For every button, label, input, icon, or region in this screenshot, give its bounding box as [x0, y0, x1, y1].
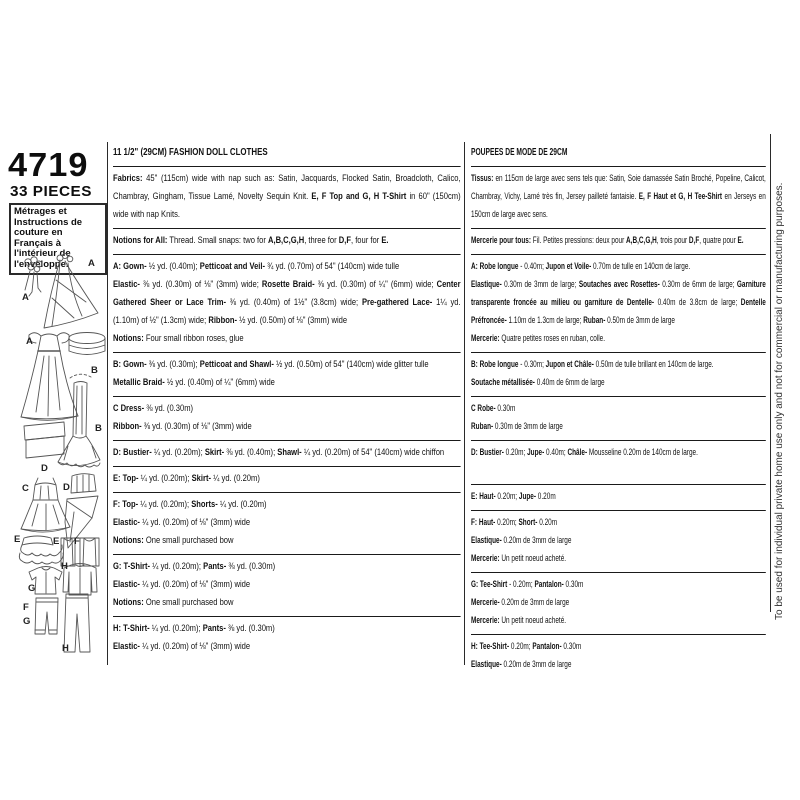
- spec-section: [471, 634, 766, 678]
- spec-line: Notions: Four small ribbon roses, glue: [113, 333, 244, 344]
- spec-line: C Dress- ⅜ yd. (0.30m): [113, 403, 194, 414]
- spec-section: [471, 166, 766, 228]
- spec-line: Mercerie: Un petit noeud acheté.: [471, 615, 567, 626]
- spec-section: [113, 616, 461, 660]
- spec-line: Ribbon- ⅜ yd. (0.30m) of ⅛" (3mm) wide: [113, 421, 252, 432]
- english-column: [113, 142, 461, 660]
- spec-line: Mercerie- 0.20m de 3mm de large: [471, 597, 570, 608]
- spec-line: Mercerie: Quatre petites roses en ruban, colle.: [471, 333, 605, 344]
- cropped-pants-illustration-fg: [35, 598, 58, 634]
- spec-line: C Robe- 0.30m: [471, 403, 516, 414]
- spec-section: [471, 352, 766, 396]
- spec-line: Notions: One small purchased bow: [113, 535, 234, 546]
- spec-line: Tissus: en 115cm de large avec sens tels que: Satin, Soie damassée Satin Broché, Popeline, Calicot, Chambray, Vichy, Lamé très fin, Jersey pailleté fantaisie. E, F Haut et G, H Tee-Shirt en Jerseys en 150cm de large avec sens.: [471, 173, 766, 220]
- illustration-label: F: [74, 536, 80, 547]
- illustration-label: G: [28, 583, 36, 594]
- spec-line: Notions for All: Thread. Small snaps: two for A,B,C,G,H, three for D,F, four for E.: [113, 235, 389, 246]
- illustration-label: A: [26, 336, 33, 347]
- spec-line: B: Gown- ⅜ yd. (0.30m); Petticoat and Shawl- ½ yd. (0.50m) of 54" (140cm) wide glitter tulle: [113, 359, 429, 370]
- spec-section: [471, 572, 766, 634]
- divider-right: [770, 134, 771, 612]
- pattern-number: 4719: [8, 146, 89, 183]
- spec-line: G: Tee-Shirt - 0.20m; Pantalon- 0.30m: [471, 579, 584, 590]
- spec-section: [471, 396, 766, 440]
- petticoat-roll-illustration-b: [69, 333, 105, 355]
- spec-line: E: Haut- 0.20m; Jupe- 0.20m: [471, 491, 556, 502]
- spec-line: Elastique- 0.30m de 3mm de large; Soutaches avec Rosettes- 0.30m de 6mm de large; Garniture transparente froncée au milieu ou garniture de Dentelle- 0.40m de 3.8cm de large; Dentelle Préfroncée- 1.10m de 1.3cm de large; Ruban- 0.50m de 3mm de large: [471, 279, 766, 326]
- spec-section: [471, 440, 766, 484]
- illustration-label: F: [23, 602, 29, 613]
- spec-line: Ruban- 0.30m de 3mm de large: [471, 421, 563, 432]
- spec-line: Elastic- ¼ yd. (0.20m) of ⅛" (3mm) wide: [113, 579, 251, 590]
- garment-illustrations: [8, 250, 108, 662]
- pieces-count: 33 PIECES: [10, 183, 92, 200]
- illustration-label: E: [14, 534, 21, 545]
- spec-section: [113, 466, 461, 492]
- spec-section: [113, 228, 461, 254]
- bouquet-illustration-a: [25, 257, 42, 296]
- spec-line: A: Robe longue - 0.40m; Jupon et Voile- 0.70m de tulle en 140cm de large.: [471, 261, 691, 272]
- spec-line: G: T-Shirt- ¼ yd. (0.20m); Pants- ⅜ yd. (0.30m): [113, 561, 276, 572]
- illustration-label: H: [62, 643, 69, 654]
- hat-box-illustration-d: [24, 422, 65, 458]
- spec-line: [471, 462, 766, 480]
- spec-line: F: Top- ¼ yd. (0.20m); Shorts- ¼ yd. (0.20m): [113, 499, 267, 510]
- illustration-label: B: [95, 423, 102, 434]
- spec-line: H: Tee-Shirt- 0.20m; Pantalon- 0.30m: [471, 641, 582, 652]
- spec-section: [113, 352, 461, 396]
- illustration-label: G: [23, 616, 31, 627]
- spec-line: E: Top- ¼ yd. (0.20m); Skirt- ¼ yd. (0.20m): [113, 473, 260, 484]
- spec-section: [113, 554, 461, 616]
- spec-line: Mercerie: Un petit noeud acheté.: [471, 553, 567, 564]
- bustier-illustration-d: [71, 474, 96, 493]
- french-sections: [471, 166, 766, 678]
- spec-section: [471, 228, 766, 254]
- spec-line: Mercerie pour tous: Fil. Petites pressions: deux pour A,B,C,G,H, trois pour D,F, quatre pour E.: [471, 235, 744, 246]
- spec-line: Soutache métallisée- 0.40m de 6mm de large: [471, 377, 605, 388]
- tank-top-illustration-f: [80, 538, 99, 566]
- spec-line: Notions: One small purchased bow: [113, 597, 234, 608]
- spec-line: Fabrics: 45" (115cm) wide with nap such as: Satin, Jacquards, Flocked Satin, Broadcloth, Calico, Chambray, Gingham, Tissue Lamé, Novelty Sequin Knit. E, F Top and G, H T-Shirt in 60" (150cm) wide with nap Knits.: [113, 173, 461, 220]
- spec-line: Elastique- 0.20m de 3mm de large: [471, 535, 572, 546]
- spec-line: Elastic- ¼ yd. (0.20m) of ⅛" (3mm) wide: [113, 641, 251, 652]
- spec-section: [113, 440, 461, 466]
- spec-line: Metallic Braid- ½ yd. (0.40m) of ¼" (6mm) wide: [113, 377, 275, 388]
- home-use-disclaimer: To be used for individual private home use only and not for commercial or manufacturing purposes.: [774, 182, 785, 620]
- spec-section: [471, 484, 766, 510]
- spec-section: [113, 396, 461, 440]
- illustration-label: H: [61, 561, 68, 572]
- english-sections: [113, 166, 461, 660]
- spec-line: D: Bustier- ¼ yd. (0.20m); Skirt- ⅜ yd. (0.40m); Shawl- ¼ yd. (0.20m) of 54" (140cm) wide chiffon: [113, 447, 445, 458]
- spec-section: [113, 492, 461, 554]
- illustration-label: E: [53, 536, 60, 547]
- divider-middle: [464, 142, 465, 665]
- spec-section: [113, 166, 461, 228]
- spec-line: Elastic- ⅜ yd. (0.30m) of ⅛" (3mm) wide; Rosette Braid- ⅜ yd. (0.30m) of ¼" (6mm) wide; Center Gathered Sheer or Lace Trim- ⅜ yd. (0.40m) of 1½" (3.8cm) wide; Pre-gathered Lace- 1¼ yd. (1.10m) of ½" (1.3cm) wide; Ribbon- ½ yd. (0.50m) of ⅛" (3mm) wide: [113, 279, 461, 326]
- spec-line: B: Robe longue - 0.30m; Jupon et Châle- 0.50m de tulle brillant en 140cm de large.: [471, 359, 714, 370]
- illustration-label: B: [91, 365, 98, 376]
- illustration-label: A: [22, 292, 29, 303]
- spec-line: F: Haut- 0.20m; Short- 0.20m: [471, 517, 558, 528]
- french-column: [471, 142, 766, 678]
- spec-section: [471, 510, 766, 572]
- illustration-label: A: [88, 258, 95, 269]
- illustration-label: D: [63, 482, 70, 493]
- illustration-label: D: [41, 463, 48, 474]
- spec-section: [113, 254, 461, 352]
- english-title: 11 1/2" (29CM) FASHION DOLL CLOTHES: [113, 147, 268, 158]
- spec-line: H: T-Shirt- ¼ yd. (0.20m); Pants- ⅜ yd. (0.30m): [113, 623, 275, 634]
- spec-line: Elastic- ¼ yd. (0.20m) of ⅛" (3mm) wide: [113, 517, 251, 528]
- french-title: POUPEES DE MODE DE 29CM: [471, 147, 568, 158]
- spec-line: A: Gown- ½ yd. (0.40m); Petticoat and Veil- ¾ yd. (0.70m) of 54" (140cm) wide tulle: [113, 261, 400, 272]
- french-instructions-note: Métrages et Instructions de couture en Français à l'intérieur de l'enveloppe.: [9, 203, 107, 275]
- spec-section: [471, 254, 766, 352]
- illustration-label: C: [22, 483, 29, 494]
- spec-line: Elastique- 0.20m de 3mm de large: [471, 659, 572, 670]
- long-sleeve-shirt-illustration-h: [63, 564, 97, 596]
- spec-line: D: Bustier- 0.20m; Jupe- 0.40m; Châle- Mousseline 0.20m de 140cm de large.: [471, 447, 698, 458]
